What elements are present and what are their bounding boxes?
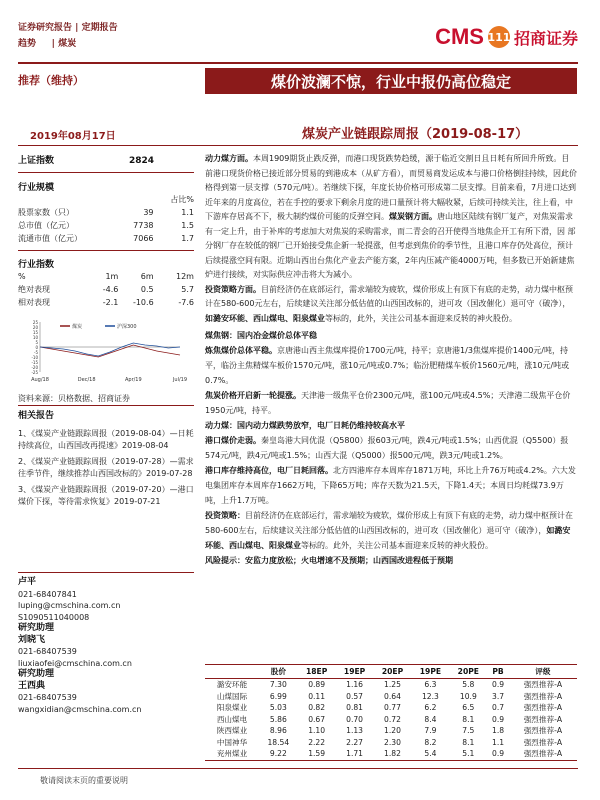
stat-cell: 6m [140,272,154,281]
text: 等标的，此外，关注公司基本面迎来反转的神火股份。 [325,313,517,323]
table-cell: 1.20 [384,726,401,735]
type-label: 定期报告 [81,23,118,33]
y-tick: -20 [31,365,38,370]
table-cell: 强烈推荐-A [523,714,563,724]
index-value: 2824 [128,156,154,166]
table-cell: 0.89 [308,680,326,689]
stat-cell: 股票家数（只） [18,208,74,217]
table-cell: 强烈推荐-A [523,726,563,735]
assistant-email[interactable]: liuxiaofei@cmschina.com.cn [18,658,132,668]
table-cell: 5.03 [269,703,287,712]
table-cell: 0.81 [346,703,364,712]
lead: 投资策略方面。 [205,284,261,294]
perf-title: 行业指数 [18,260,55,270]
table-cell: 5.86 [269,714,287,724]
table-cell: 1.25 [384,680,401,689]
table-header: PB [492,667,504,676]
index-block [18,155,194,168]
table-cell: 阳泉煤业 [216,703,248,712]
bullet-coke: 煤焦钢：国内冶金煤价总体平稳 [205,331,317,340]
table-cell: 1.8 [491,726,505,735]
text: 目前经济仍在底部运行，需求端较为疲软，煤价形成上有顶下有底的走势，动力煤中枢预计在580-600左右，后续建议关注部分低估值的山西国改标的，进可攻（国改催化）退可守（破净）， [205,511,573,535]
stat-cell: -10.6 [132,298,154,307]
analyst-email[interactable]: luping@cmschina.com.cn [18,601,121,610]
table-header: 20PE [457,667,479,676]
bullet-thermal: 动力煤：国内动力煤跌势放窄，电厂日耗仍维持较高水平 [205,421,405,430]
lead: 炼焦煤价总体平稳。 [205,346,277,355]
table-cell: 5.4 [424,749,437,758]
index-label: 上证指数 [18,156,55,166]
table-cell: 2.27 [346,737,364,747]
table-cell: 6.99 [269,691,287,701]
stat-cell: -2.1 [102,298,119,307]
analyst-phone: 021-68407841 [18,589,77,599]
logo-cn: 招商证券 [513,28,578,48]
performance [18,257,194,309]
table-row [205,714,577,726]
divider [18,572,194,573]
assistant-name: 王西典 [18,680,46,691]
stat-row [18,206,194,219]
x-tick: Dec/18 [77,377,96,383]
table-row [205,702,577,714]
related-report-item[interactable]: 2、《煤炭产业链跟踪周报（2019-07-28）—需求往季节件，继续推荐山西国改标的》2019-07-28 [18,457,194,478]
table-cell: 1.13 [346,726,364,735]
chart-source: 资料来源：贝格数据、招商证券 [18,394,130,403]
stat-cell: 5.7 [181,285,194,294]
lead: 焦炭价格开启新一轮提涨。 [205,391,301,400]
table-cell: 7.30 [269,680,287,689]
divider [18,405,194,406]
text: 目前经济仍在底部运行，需求端较为疲软，煤价形成上有顶下有底的走势，动力煤中枢预计在580-600元左右，后续建议关注部分低估值的山西国改标的，进可攻（国改催化）退可守（破净）， [205,284,573,308]
stat-cell: 12m [176,272,194,281]
table-cell: 山煤国际 [216,691,248,701]
related-title: 相关报告 [18,411,55,421]
bullet-strategy [205,508,577,553]
table-cell: 5.1 [462,749,475,758]
stat-cell: -7.6 [178,298,194,307]
divider [18,145,578,146]
stat-cell: 相对表现 [18,298,50,307]
legend-label: 沪深300 [117,324,137,330]
table-header: 18EP [305,667,328,676]
performance-chart [18,318,194,384]
stat-row [18,296,194,309]
scale-title: 行业规模 [18,183,55,193]
table-row [205,679,577,691]
stat-cell: 总市值（亿元） [18,221,74,230]
table-cell: 0.77 [384,703,401,712]
table-cell: 1.1 [491,737,505,747]
text: 等标的。此外，关注公司基本面迎来反转的神火股份。 [301,541,493,550]
table-cell: 强烈推荐-A [523,680,563,689]
divider [18,768,578,769]
stat-row [18,270,194,283]
table-header: 20EP [381,667,404,676]
assistant-title: 研究助理 [18,669,55,679]
legend-label: 煤炭 [72,324,83,330]
table-row [205,737,577,749]
y-tick: 5 [35,340,38,345]
table-cell: 1.59 [308,749,326,758]
series-label: 证券研究报告 [18,23,73,33]
report-date: 2019年08月17日 [30,131,116,142]
footer-note: 敬请阅读末页的重要说明 [40,776,128,785]
lead: 动力煤方面。 [205,154,253,163]
table-cell: 6.3 [424,680,437,689]
x-tick: Aug/18 [31,377,49,383]
industry-label: 煤炭 [58,39,77,49]
stat-cell: -4.6 [102,285,119,294]
table-cell: 1.16 [346,680,364,689]
series-line [40,343,180,356]
stat-row [18,219,194,232]
table-cell: 0.64 [384,691,401,701]
table-row [205,725,577,737]
lead: 港口库存维持高位，电厂日耗回落。 [205,466,333,475]
header-tags: 证券研究报告 | 定期报告 趋势 | 煤炭 [18,23,118,49]
cms-logo [435,22,578,52]
table-cell: 中国神华 [216,737,248,747]
analyst-name: 卢平 [18,577,37,587]
headline: 煤价波澜不惊，行业中报仍高位稳定 [270,72,511,91]
assistant-phone: 021-68407539 [18,693,77,702]
logo-latin: CMS [435,24,484,49]
table-cell: 1.10 [308,726,326,735]
table-cell: 1.82 [384,749,401,758]
y-tick: -5 [34,350,38,355]
bullet-coke-price [205,388,577,418]
table-cell: 1.71 [346,749,364,758]
text: 天津港一级焦平仓价2300元/吨，涨100元/吨或4.5%；天津港二级焦平仓价1950元/吨，持平。 [205,391,571,415]
y-tick: 25 [32,320,38,325]
scale-col: 占比% [170,195,194,204]
y-tick: 15 [32,330,38,335]
text: 北方四港库存本周库存1871万吨，环比上升76万吨或4.2%。六大发电集团库存本周库存1662万吨，下降65万吨；库存天数为21.5天，下降1.4天；本周日均耗煤73.9万吨，上升1.7万吨。 [205,466,576,505]
analysts [18,577,194,715]
stat-row [18,283,194,296]
stat-cell: % [18,272,26,281]
stat-cell: 1m [105,272,119,281]
divider [18,172,194,173]
stat-cell: 1.7 [181,234,194,243]
bullet-inventory [205,463,577,508]
y-tick: -10 [31,355,38,360]
table-cell: 7.9 [424,726,437,735]
related-report-item[interactable]: 3、《煤炭产业链跟踪周报（2019-07-20）—港口煤价下探，等待需求恢复》2019-07-21 [18,485,194,506]
assistant-name: 刘晓飞 [18,634,46,645]
paragraph-coal [205,152,577,283]
table-cell: 2.30 [384,737,401,747]
table-cell: 0.82 [308,703,326,712]
y-tick: 10 [32,335,38,340]
valuation-table [205,664,577,761]
table-cell: 0.11 [308,691,326,701]
text: 京唐港山西主焦煤库提价1700元/吨，持平；京唐港1/3焦煤库提价1400元/吨，持平，临汾主焦精煤车板价1570元/吨，涨10元/吨或0.7%；临汾肥精煤车板价1560元/吨，涨10元/吨或0.7%。 [205,346,570,385]
logo-badge: 111 [488,26,510,48]
table-cell: 强烈推荐-A [523,737,563,747]
analyst-cert: S1090511040008 [18,612,90,622]
table-cell: 8.2 [424,737,437,747]
rating: 推荐（维持） [18,74,84,87]
stat-row [18,232,194,245]
x-tick: Apr/19 [124,377,142,383]
category-label: 趋势 [18,39,37,49]
risk-warning: 风险提示：安监力度放松；火电增速不及预期；山西国改进程低于预期 [205,556,453,565]
x-tick: Jul/19 [172,377,188,383]
text: 唐山地区陆续有钢厂复产，对焦炭需求有一定上升，由于补库的考虑加大对焦炭的采购需求，而二青会的召开使得当地焦企开工有所下滑，因 部分钢厂存在较低的钢厂已开始接受焦企新一轮提涨，但考虑到焦价的季节性，且港口库存仍处高位，预计后续提涨空间有限。近期山西出台焦化产业去产能方案，2年内压减产能4000万吨，但多数已开始新建焦炉进行接续，对实际供应冲击将大为减小。 [205,212,576,279]
table-cell: 陕西煤业 [216,726,248,735]
stat-cell: 7066 [133,234,154,243]
y-tick: 0 [35,345,38,350]
table-cell: 0.70 [346,714,364,724]
related-reports [18,410,194,512]
table-cell: 10.9 [459,691,477,701]
table-cell: 0.9 [491,749,505,758]
bullet-port-price [205,433,577,463]
table-cell: 0.72 [384,714,401,724]
table-cell: 8.4 [424,714,437,724]
industry-scale [18,180,194,245]
lead: 投资策略： [205,511,245,520]
table-header: 19PE [419,667,442,676]
table-cell: 9.22 [269,749,287,758]
table-cell: 2.22 [308,737,326,747]
assistant-phone: 021-68407539 [18,647,77,656]
table-cell: 7.5 [462,726,475,735]
table-cell: 3.7 [491,691,505,701]
table-cell: 12.3 [421,691,439,701]
paragraph-strategy [205,283,577,327]
assistant-title: 研究助理 [18,623,55,633]
stat-cell: 流通市值（亿元） [18,234,82,243]
bullet-coking-coal [205,343,577,388]
stat-cell: 绝对表现 [18,285,50,294]
stat-cell: 7738 [133,221,154,230]
table-cell: 0.67 [308,714,326,724]
main-body [205,152,577,568]
stock-names: 如潞安环能、西山煤电、阳泉煤业 [205,526,571,550]
assistant-email[interactable]: wangxidian@cmschina.com.cn [18,704,142,714]
y-tick: -25 [31,370,38,375]
table-cell: 8.1 [462,714,475,724]
table-cell: 18.54 [267,737,290,747]
table-header [205,665,259,679]
table-cell: 8.1 [462,737,475,747]
table-header: 股价 [270,667,286,676]
table-cell: 强烈推荐-A [523,749,563,758]
related-report-item[interactable]: 1、《煤炭产业链跟踪周报（2019-08-04）—日耗持续高位，山西国改再提速》2019-08-04 [18,429,194,450]
text: 秦皇岛港大同优混（Q5800）报603元/吨，跌4元/吨或1.5%；山西优混（Q5500）报574元/吨，跌4元/吨或1.5%；山西大混（Q5000）报500元/吨，跌3元/吨或1.2%。 [205,436,569,460]
lead: 港口煤价走弱。 [205,436,261,445]
table-cell: 西山煤电 [216,714,248,724]
table-cell: 5.8 [462,680,475,689]
table-header: 19EP [343,667,366,676]
divider [18,62,578,64]
table-header: 评级 [535,667,551,676]
table-cell: 强烈推荐-A [523,703,563,712]
y-tick: 20 [32,325,38,330]
table-cell: 兖州煤业 [216,749,248,758]
headline-banner [205,68,577,94]
stat-cell: 1.1 [181,208,194,217]
stat-cell: 1.5 [181,221,194,230]
lead: 煤炭钢方面。 [389,212,437,221]
table-cell: 6.5 [462,703,475,712]
table-row [205,748,577,760]
table-cell: 0.9 [491,714,505,724]
table-cell: 6.2 [424,703,437,712]
table-row [205,691,577,703]
table-cell: 潞安环能 [216,680,248,689]
report-title: 煤炭产业链跟踪周报（2019-08-17） [302,127,529,142]
stat-cell: 39 [143,208,154,217]
text: 本周1909期货止跌反弹，而港口现货跌势趋缓，源于临近交割日且日耗有所回升所致。目前港口现货价格已接近部分贸易的到港成本（从矿方看），而贸易商发运成本与港口价格倒挂持续，因此价格得到第一层支撑（570元/吨）。若继续下探，年度长协价格可形成第二层支撑。目前来看，7月进口达到近年来的月度高位，若在手控的要求下剩余月度的进口量预计将大幅收紧，后续可持续关注，往上看，中下游库存居高不下，极大制约煤价可能的反弹空间。 [205,154,577,221]
table-cell: 8.96 [269,726,287,735]
stat-cell: 0.5 [140,285,154,294]
divider [18,250,194,251]
y-tick: -15 [31,360,38,365]
table-cell: 0.9 [491,680,505,689]
table-cell: 0.7 [491,703,505,712]
chart-svg [18,318,194,384]
table-cell: 强烈推荐-A [523,691,563,701]
table-cell: 0.57 [346,691,364,701]
stock-names: 如潞安环能、西山煤电、阳泉煤业 [205,313,325,323]
